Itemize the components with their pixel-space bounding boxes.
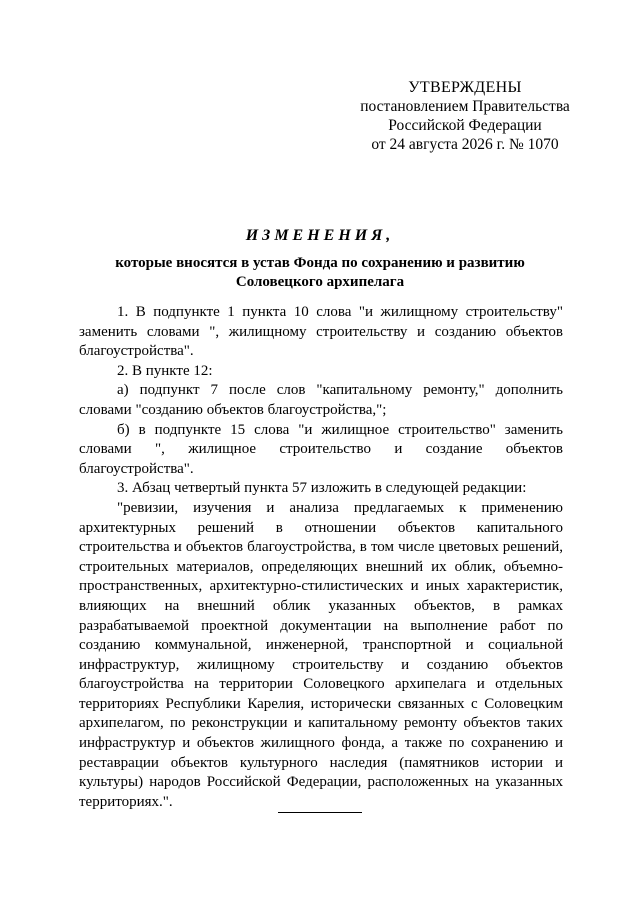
approval-line-1: постановлением Правительства	[360, 98, 570, 115]
paragraph-quoted-text: "ревизии, изучения и анализа предлагаемых к применению архитектурных решений в отношении объектов капитального строительства и объектов благоустройства, в том числе цветовых решений, строительных материалов, определяющих внешний их облик, объемно-пространственных, архитектурно-стилистических и иных характеристик, влияющих на внешний облик указанных объектов, в рамках разрабатываемой проектной документации на выполнение работ по созданию коммунальной, инженерной, транспортной и социальной инфраструктур, жилищному строительству и созданию объектов благоустройства на территории Соловецкого архипелага и отдельных территориях Республики Карелия, исторически связанных с Соловецким архипелагом, по реконструкции и капитальному ремонту объектов таких инфраструктур и объектов жилищного фонда, а также по сохранению и реставрации объектов культурного наследия (памятников истории и культуры) народов Российской Федерации, расположенных на указанных территориях.".	[79, 499, 563, 810]
subtitle-line-1: которые вносятся в устав Фонда по сохранению и развитию	[115, 255, 525, 271]
paragraph-item-3: 3. Абзац четвертый пункта 57 изложить в следующей редакции:	[117, 480, 527, 497]
paragraph-item-1: 1. В подпункте 1 пункта 10 слова "и жилищному строительству" заменить словами ", жилищному строительству и созданию объектов благоустройства".	[79, 304, 563, 360]
approval-date-line: от 24 августа 2026 г. № 1070	[371, 136, 559, 153]
paragraph-subitem-a: а) подпункт 7 после слов "капитальному ремонту," дополнить словами "созданию объектов благоустройства,";	[79, 382, 563, 418]
paragraph-subitem-b: б) в подпункте 15 слова "и жилищное строительство" заменить словами ", жилищное строительство и создание объектов благоустройства".	[79, 421, 563, 477]
document-body	[79, 303, 563, 812]
approval-line-2: Российской Федерации	[388, 117, 542, 134]
closing-separator-line	[278, 812, 362, 813]
approval-title: УТВЕРЖДЕНЫ	[408, 79, 522, 96]
document-title: ИЗМЕНЕНИЯ,	[245, 227, 395, 244]
document-subtitle	[70, 254, 570, 292]
approval-stamp	[340, 78, 590, 154]
subtitle-line-2: Соловецкого архипелага	[235, 274, 405, 290]
paragraph-item-2: 2. В пункте 12:	[117, 362, 213, 379]
